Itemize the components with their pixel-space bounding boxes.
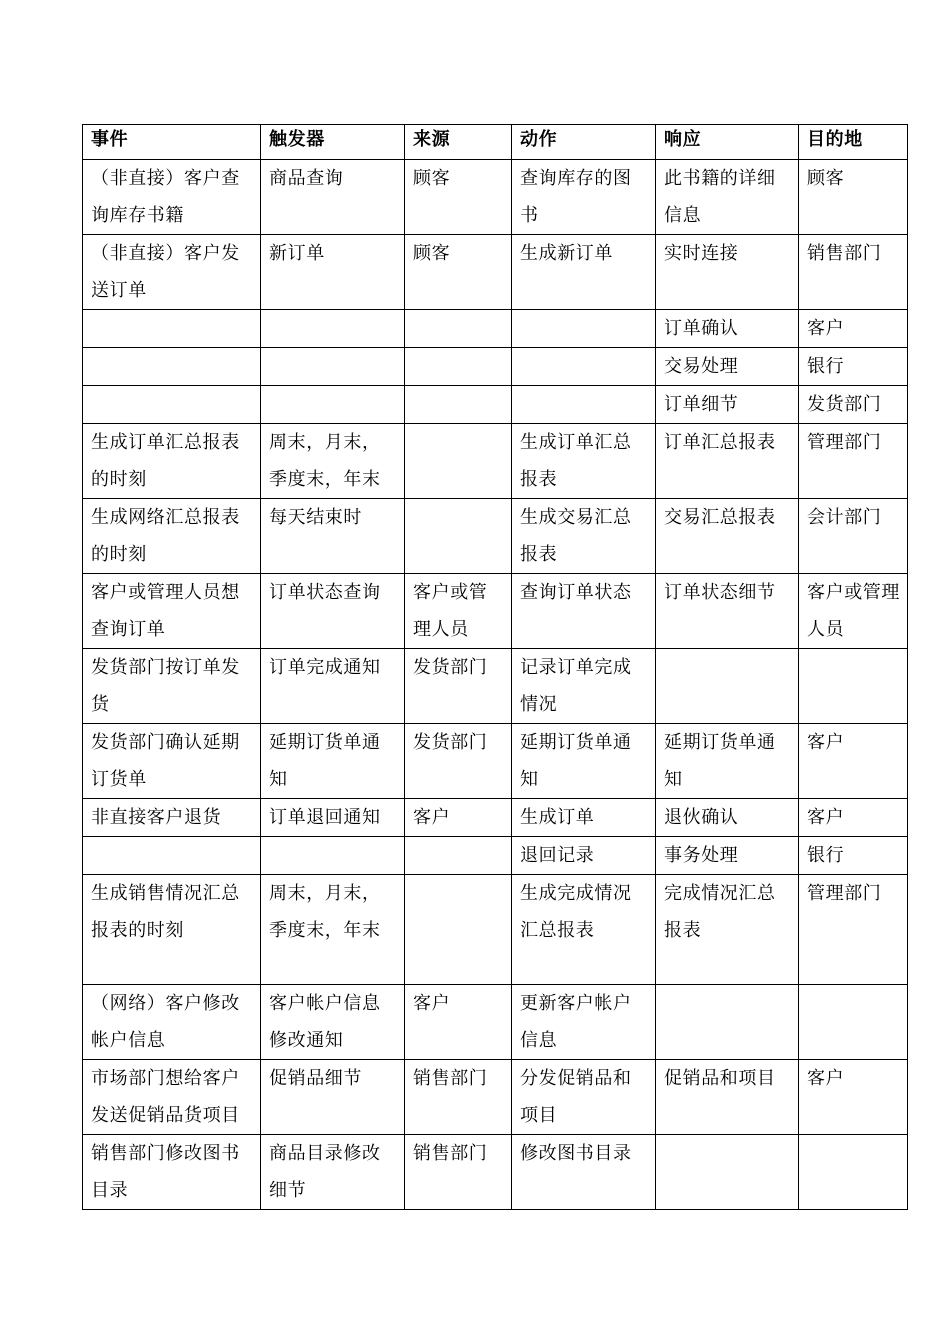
table-row: [83, 499, 908, 574]
cell-action: 生成新订单: [512, 235, 656, 310]
cell-event: [83, 837, 261, 875]
cell-source: 销售部门: [405, 1135, 512, 1210]
cell-source: 客户: [405, 985, 512, 1060]
cell-trigger: 订单完成通知: [261, 649, 405, 724]
table-row: [83, 235, 908, 310]
cell-event: 发货部门按订单发货: [83, 649, 261, 724]
cell-response: 交易汇总报表: [656, 499, 799, 574]
cell-destination: 顾客: [799, 160, 908, 235]
cell-destination: [799, 1135, 908, 1210]
cell-trigger: [261, 310, 405, 348]
cell-source: [405, 837, 512, 875]
cell-action: 生成完成情况汇总报表: [512, 875, 656, 985]
cell-destination: 客户或管理人员: [799, 574, 908, 649]
table-row: [83, 837, 908, 875]
cell-action: 更新客户帐户信息: [512, 985, 656, 1060]
cell-response: 订单状态细节: [656, 574, 799, 649]
cell-action: 查询库存的图书: [512, 160, 656, 235]
cell-action: 生成交易汇总报表: [512, 499, 656, 574]
cell-event: [83, 310, 261, 348]
table-row: [83, 310, 908, 348]
cell-event: 市场部门想给客户发送促销品货项目: [83, 1060, 261, 1135]
cell-event: （非直接）客户发送订单: [83, 235, 261, 310]
cell-response: [656, 1135, 799, 1210]
cell-action: [512, 310, 656, 348]
cell-response: 完成情况汇总报表: [656, 875, 799, 985]
cell-response: 订单细节: [656, 386, 799, 424]
table-row: [83, 799, 908, 837]
cell-event: 销售部门修改图书目录: [83, 1135, 261, 1210]
cell-event: 生成网络汇总报表的时刻: [83, 499, 261, 574]
cell-source: 发货部门: [405, 724, 512, 799]
cell-source: [405, 348, 512, 386]
table-row: [83, 160, 908, 235]
cell-trigger: 延期订货单通知: [261, 724, 405, 799]
table-row: [83, 1060, 908, 1135]
table-row: [83, 574, 908, 649]
cell-trigger: 订单状态查询: [261, 574, 405, 649]
cell-response: 此书籍的详细信息: [656, 160, 799, 235]
cell-action: 退回记录: [512, 837, 656, 875]
cell-trigger: 商品查询: [261, 160, 405, 235]
cell-source: 顾客: [405, 235, 512, 310]
table-row: [83, 649, 908, 724]
cell-action: 生成订单: [512, 799, 656, 837]
table-row: [83, 985, 908, 1060]
table-row: [83, 724, 908, 799]
cell-destination: 管理部门: [799, 875, 908, 985]
cell-source: [405, 499, 512, 574]
cell-destination: 发货部门: [799, 386, 908, 424]
cell-response: 订单确认: [656, 310, 799, 348]
cell-destination: [799, 649, 908, 724]
table-header-row: [83, 125, 908, 160]
cell-source: 客户或管理人员: [405, 574, 512, 649]
cell-trigger: 周末，月末，季度末，年末: [261, 875, 405, 985]
cell-action: 生成订单汇总报表: [512, 424, 656, 499]
cell-action: 查询订单状态: [512, 574, 656, 649]
cell-source: [405, 310, 512, 348]
cell-response: 实时连接: [656, 235, 799, 310]
cell-response: 事务处理: [656, 837, 799, 875]
header-event: 事件: [83, 125, 261, 160]
cell-trigger: [261, 348, 405, 386]
cell-action: 修改图书目录: [512, 1135, 656, 1210]
cell-trigger: 商品目录修改细节: [261, 1135, 405, 1210]
cell-action: [512, 348, 656, 386]
cell-response: 促销品和项目: [656, 1060, 799, 1135]
cell-destination: [799, 985, 908, 1060]
cell-destination: 管理部门: [799, 424, 908, 499]
cell-destination: 客户: [799, 724, 908, 799]
cell-source: [405, 386, 512, 424]
cell-source: 顾客: [405, 160, 512, 235]
cell-trigger: 新订单: [261, 235, 405, 310]
cell-response: 订单汇总报表: [656, 424, 799, 499]
cell-action: 记录订单完成情况: [512, 649, 656, 724]
header-source: 来源: [405, 125, 512, 160]
event-table: [82, 124, 908, 1210]
cell-trigger: 订单退回通知: [261, 799, 405, 837]
header-response: 响应: [656, 125, 799, 160]
cell-source: 销售部门: [405, 1060, 512, 1135]
cell-trigger: [261, 837, 405, 875]
table-row: [83, 875, 908, 985]
cell-event: 生成订单汇总报表的时刻: [83, 424, 261, 499]
header-trigger: 触发器: [261, 125, 405, 160]
cell-source: [405, 875, 512, 985]
cell-action: 延期订货单通知: [512, 724, 656, 799]
cell-event: 客户或管理人员想查询订单: [83, 574, 261, 649]
cell-destination: 销售部门: [799, 235, 908, 310]
cell-action: [512, 386, 656, 424]
cell-event: [83, 386, 261, 424]
cell-destination: 客户: [799, 1060, 908, 1135]
header-action: 动作: [512, 125, 656, 160]
table-row: [83, 348, 908, 386]
cell-event: [83, 348, 261, 386]
table-row: [83, 1135, 908, 1210]
table-body: [83, 160, 908, 1210]
table-row: [83, 386, 908, 424]
cell-trigger: 每天结束时: [261, 499, 405, 574]
cell-source: 客户: [405, 799, 512, 837]
cell-trigger: 周末，月末，季度末，年末: [261, 424, 405, 499]
cell-action: 分发促销品和项目: [512, 1060, 656, 1135]
cell-destination: 客户: [799, 310, 908, 348]
cell-trigger: 促销品细节: [261, 1060, 405, 1135]
cell-response: 交易处理: [656, 348, 799, 386]
cell-event: 生成销售情况汇总报表的时刻: [83, 875, 261, 985]
cell-response: [656, 985, 799, 1060]
table-row: [83, 424, 908, 499]
cell-event: （网络）客户修改帐户信息: [83, 985, 261, 1060]
cell-destination: 会计部门: [799, 499, 908, 574]
cell-destination: 银行: [799, 348, 908, 386]
header-destination: 目的地: [799, 125, 908, 160]
cell-response: 延期订货单通知: [656, 724, 799, 799]
cell-source: 发货部门: [405, 649, 512, 724]
cell-trigger: [261, 386, 405, 424]
cell-destination: 客户: [799, 799, 908, 837]
cell-response: [656, 649, 799, 724]
cell-source: [405, 424, 512, 499]
cell-response: 退伙确认: [656, 799, 799, 837]
cell-destination: 银行: [799, 837, 908, 875]
cell-event: 发货部门确认延期订货单: [83, 724, 261, 799]
cell-event: 非直接客户退货: [83, 799, 261, 837]
cell-trigger: 客户帐户信息修改通知: [261, 985, 405, 1060]
cell-event: （非直接）客户查询库存书籍: [83, 160, 261, 235]
